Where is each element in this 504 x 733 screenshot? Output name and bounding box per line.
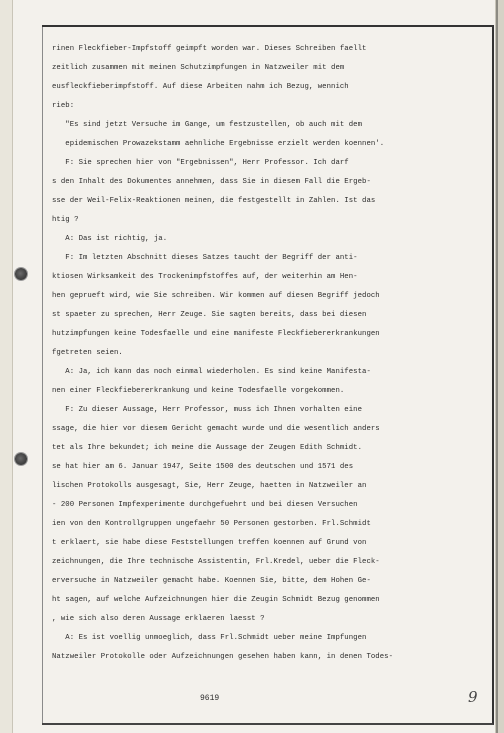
- punch-hole-bottom: [15, 453, 27, 465]
- text-line: se hat hier am 6. Januar 1947, Seite 1500 des deutschen und 1571 des: [52, 463, 354, 471]
- text-line: s den Inhalt des Dokumentes annehmen, dass Sie in diesem Fall die Ergeb-: [52, 178, 371, 186]
- text-line: - 200 Personen Impfexperimente durchgefuehrt und bei diesen Versuchen: [52, 501, 358, 509]
- punch-hole-top: [15, 268, 27, 280]
- text-line: ktiosen Wirksamkeit des Trockenimpfstoffes auf, der weiterhin am Hen-: [52, 273, 358, 281]
- text-line: ht sagen, auf welche Aufzeichnungen hier die Zeugin Schmidt Bezug genommen: [52, 596, 380, 604]
- text-line: F: Im letzten Abschnitt dieses Satzes taucht der Begriff der anti-: [52, 254, 358, 262]
- text-line: hutzimpfungen keine Todesfaelle und eine manifeste Fleckfiebererkrankungen: [52, 330, 380, 338]
- handwritten-page-mark: 9: [468, 688, 478, 706]
- text-line: htig ?: [52, 216, 79, 224]
- text-line: epidemischen Prowazekstamm aehnliche Ergebnisse erzielt werden koennen'.: [52, 140, 385, 148]
- text-line: nen einer Fleckfiebererkrankung und keine Todesfaelle vorgekommen.: [52, 387, 345, 395]
- text-line: F: Sie sprechen hier von "Ergebnissen", Herr Professor. Ich darf: [52, 159, 349, 167]
- typed-text-body: [52, 40, 484, 667]
- text-line: rieb:: [52, 102, 75, 110]
- text-line: hen geprueft wird, wie Sie schreiben. Wir kommen auf diesen Begriff jedoch: [52, 292, 380, 300]
- text-line: tet als Ihre bekundet; ich meine die Aussage der Zeugen Edith Schmidt.: [52, 444, 363, 452]
- text-line: fgetreten seien.: [52, 349, 123, 357]
- text-line: Natzweiler Protokolle oder Aufzeichnungen gesehen haben kann, in denen Todes-: [52, 653, 394, 661]
- text-line: F: Zu dieser Aussage, Herr Professor, muss ich Ihnen vorhalten eine: [52, 406, 363, 414]
- text-line: A: Es ist voellig unmoeglich, dass Frl.Schmidt ueber meine Impfungen: [52, 634, 367, 642]
- text-line: eusfleckfieberimpfstoff. Auf diese Arbeiten nahm ich Bezug, wennich: [52, 83, 349, 91]
- page-number: 9619: [200, 694, 220, 703]
- text-line: A: Das ist richtig, ja.: [52, 235, 168, 243]
- text-line: A: Ja, ich kann das noch einmal wiederholen. Es sind keine Manifesta-: [52, 368, 371, 376]
- text-line: , wie sich also deren Aussage erklaeren laesst ?: [52, 615, 265, 623]
- text-line: sse der Weil-Felix-Reaktionen meinen, die festgestellt in Zahlen. Ist das: [52, 197, 376, 205]
- text-line: t erklaert, sie habe diese Feststellungen treffen koennen auf Grund von: [52, 539, 367, 547]
- text-line: zeichnungen, die Ihre technische Assistentin, Frl.Kredel, ueber die Fleck-: [52, 558, 380, 566]
- text-line: ien von den Kontrollgruppen ungefaehr 50 Personen gestorben. Frl.Schmidt: [52, 520, 371, 528]
- text-line: erversuche in Natzweiler gemacht habe. Koennen Sie, bitte, dem Hohen Ge-: [52, 577, 371, 585]
- text-line: ssage, die hier vor diesem Gericht gemacht wurde und die wesentlich anders: [52, 425, 380, 433]
- text-line: "Es sind jetzt Versuche im Gange, um festzustellen, ob auch mit dem: [52, 121, 363, 129]
- text-line: lischen Protokolls ausgesagt, Sie, Herr Zeuge, haetten in Natzweiler an: [52, 482, 367, 490]
- binding-strip: [0, 0, 13, 733]
- text-line: zeitlich zusammen mit meinen Schutzimpfungen in Natzweiler mit dem: [52, 64, 345, 72]
- text-line: st spaeter zu sprechen, Herr Zeuge. Sie sagten bereits, dass bei diesen: [52, 311, 367, 319]
- text-line: rinen Fleckfieber-Impfstoff geimpft worden war. Dieses Schreiben faellt: [52, 45, 367, 53]
